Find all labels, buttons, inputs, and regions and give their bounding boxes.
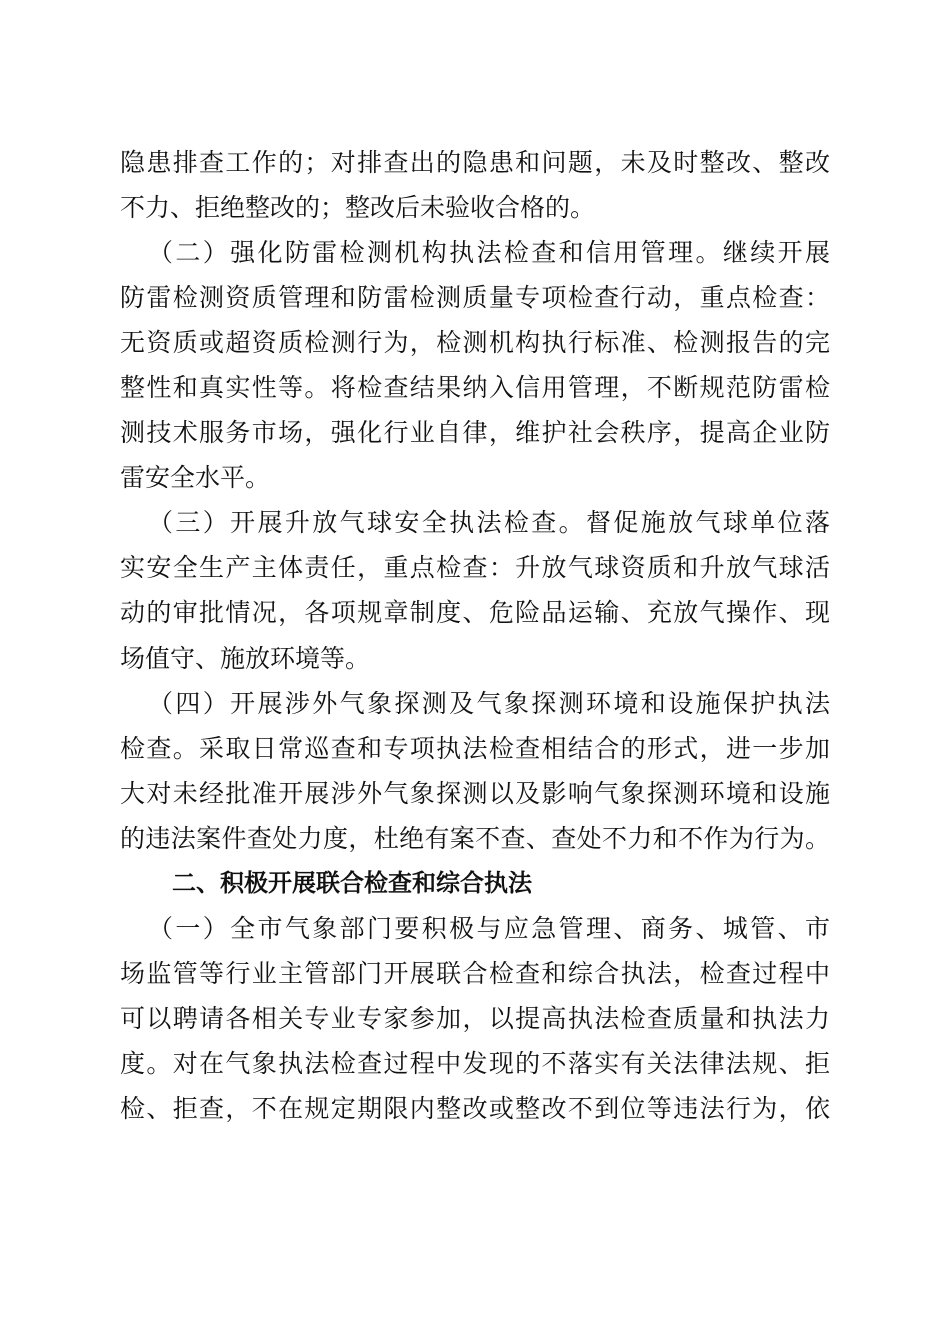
text-line: （三）开展升放气球安全执法检查。督促施放气球单位落 — [148, 508, 830, 538]
text-line: 场值守、施放环境等。 — [120, 643, 371, 673]
text-line: 实安全生产主体责任，重点检查：升放气球资质和升放气球活 — [120, 553, 830, 583]
text-line: 不力、拒绝整改的；整改后未验收合格的。 — [120, 193, 596, 223]
document-page — [120, 140, 830, 1131]
text-line: （一）全市气象部门要积极与应急管理、商务、城管、市 — [148, 913, 830, 943]
text-line: 无资质或超资质检测行为，检测机构执行标准、检测报告的完 — [120, 328, 830, 358]
text-line: 整性和真实性等。将检查结果纳入信用管理，不断规范防雷检 — [120, 373, 830, 403]
text-line: 大对未经批准开展涉外气象探测以及影响气象探测环境和设施 — [120, 778, 830, 808]
text-line: （四）开展涉外气象探测及气象探测环境和设施保护执法 — [148, 688, 830, 718]
text-line: 雷安全水平。 — [120, 463, 271, 493]
text-line: 动的审批情况，各项规章制度、危险品运输、充放气操作、现 — [120, 598, 830, 628]
text-line: 隐患排查工作的；对排查出的隐患和问题，未及时整改、整改 — [120, 148, 830, 177]
text-line: 测技术服务市场，强化行业自律，维护社会秩序，提高企业防 — [120, 418, 830, 448]
text-line: 检查。采取日常巡查和专项执法检查相结合的形式，进一步加 — [120, 733, 830, 763]
text-line: 防雷检测资质管理和防雷检测质量专项检查行动，重点检查： — [120, 283, 830, 313]
text-line: （二）强化防雷检测机构执法检查和信用管理。继续开展 — [148, 238, 830, 268]
text-line: 检、拒查，不在规定期限内整改或整改不到位等违法行为，依 — [120, 1093, 830, 1123]
text-line: 可以聘请各相关专业专家参加，以提高执法检查质量和执法力 — [120, 1003, 830, 1033]
section-heading: 二、积极开展联合检查和综合执法 — [172, 868, 532, 897]
text-line: 的违法案件查处力度，杜绝有案不查、查处不力和不作为行为。 — [120, 823, 830, 853]
text-line: 场监管等行业主管部门开展联合检查和综合执法，检查过程中 — [120, 958, 830, 988]
text-line: 度。对在气象执法检查过程中发现的不落实有关法律法规、拒 — [120, 1048, 830, 1078]
